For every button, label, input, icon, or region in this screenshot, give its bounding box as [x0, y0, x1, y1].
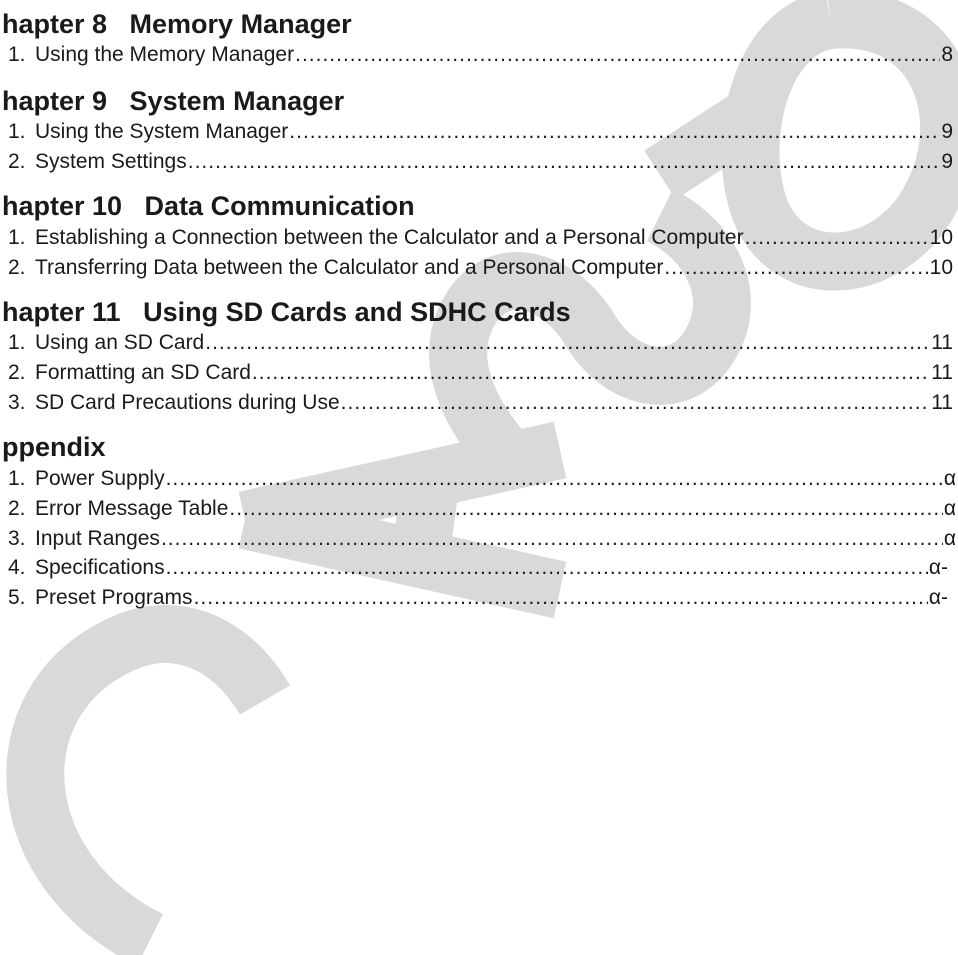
entry-page: 10	[929, 256, 953, 279]
entry-page: 11	[931, 391, 953, 414]
chapter-heading[interactable]: hapter 8 Memory Manager	[2, 9, 352, 39]
dot-leader	[295, 42, 940, 68]
dot-leader	[745, 225, 929, 251]
entry-number: 2.	[8, 256, 26, 279]
entry-title: Using an SD Card	[35, 331, 205, 354]
toc-entry[interactable]	[8, 119, 953, 145]
toc-entry[interactable]	[8, 466, 956, 492]
toc-entry[interactable]	[8, 585, 948, 611]
toc-entry[interactable]	[8, 330, 953, 356]
entry-number: 3.	[8, 527, 26, 550]
chapter-heading[interactable]: hapter 10 Data Communication	[2, 191, 415, 221]
entry-number: 1.	[8, 226, 26, 249]
entry-number: 1.	[8, 43, 26, 66]
entry-page: 9	[941, 120, 953, 143]
entry-title: Formatting an SD Card	[35, 361, 251, 384]
entry-page: α-	[928, 586, 948, 609]
dot-leader	[205, 330, 930, 356]
dot-leader	[229, 496, 942, 522]
entry-title: Input Ranges	[35, 527, 160, 550]
entry-title: Preset Programs	[35, 586, 193, 609]
dot-leader	[664, 255, 928, 281]
entry-page: α	[943, 467, 956, 490]
entry-number: 3.	[8, 391, 26, 414]
toc-entry[interactable]	[8, 42, 953, 68]
dot-leader	[166, 555, 928, 581]
entry-number: 1.	[8, 331, 26, 354]
entry-title: System Settings	[35, 150, 187, 173]
dot-leader	[341, 390, 931, 416]
dot-leader	[166, 466, 943, 492]
entry-title: Error Message Table	[35, 497, 229, 520]
entry-title: Establishing a Connection between the Calculator and a Personal Computer	[35, 226, 744, 249]
toc-entry[interactable]	[8, 390, 953, 416]
entry-number: 2.	[8, 150, 26, 173]
entry-page: α	[943, 527, 956, 550]
entry-number: 1.	[8, 467, 26, 490]
entry-page: α-	[928, 556, 948, 579]
dot-leader	[188, 149, 941, 175]
dot-leader	[194, 585, 928, 611]
toc-entry[interactable]	[8, 526, 956, 552]
entry-page: 9	[941, 150, 953, 173]
entry-title: Specifications	[35, 556, 165, 579]
entry-number: 1.	[8, 120, 26, 143]
toc-entry[interactable]	[8, 496, 956, 522]
entry-page: 11	[931, 361, 953, 384]
entry-page: 11	[931, 331, 953, 354]
entry-title: Using the System Manager	[35, 120, 289, 143]
entry-number: 4.	[8, 556, 26, 579]
entry-page: α	[943, 497, 956, 520]
entry-title: Power Supply	[35, 467, 165, 490]
entry-title: SD Card Precautions during Use	[35, 391, 340, 414]
dot-leader	[252, 360, 930, 386]
toc-entry[interactable]	[8, 555, 948, 581]
entry-number: 5.	[8, 586, 26, 609]
toc-entry[interactable]	[8, 225, 953, 251]
toc-entry[interactable]	[8, 255, 953, 281]
entry-number: 2.	[8, 361, 26, 384]
entry-page: 8	[941, 43, 953, 66]
toc-entry[interactable]	[8, 360, 953, 386]
toc-entry[interactable]	[8, 149, 953, 175]
dot-leader	[161, 526, 943, 552]
entry-title: Using the Memory Manager	[35, 43, 295, 66]
chapter-heading[interactable]: hapter 9 System Manager	[2, 86, 345, 116]
entry-title: Transferring Data between the Calculator and a Personal Computer	[35, 256, 664, 279]
chapter-heading[interactable]: ppendix	[2, 432, 106, 462]
entry-page: 10	[929, 226, 953, 249]
entry-number: 2.	[8, 497, 26, 520]
chapter-heading[interactable]: hapter 11 Using SD Cards and SDHC Cards	[2, 297, 571, 327]
dot-leader	[289, 119, 940, 145]
